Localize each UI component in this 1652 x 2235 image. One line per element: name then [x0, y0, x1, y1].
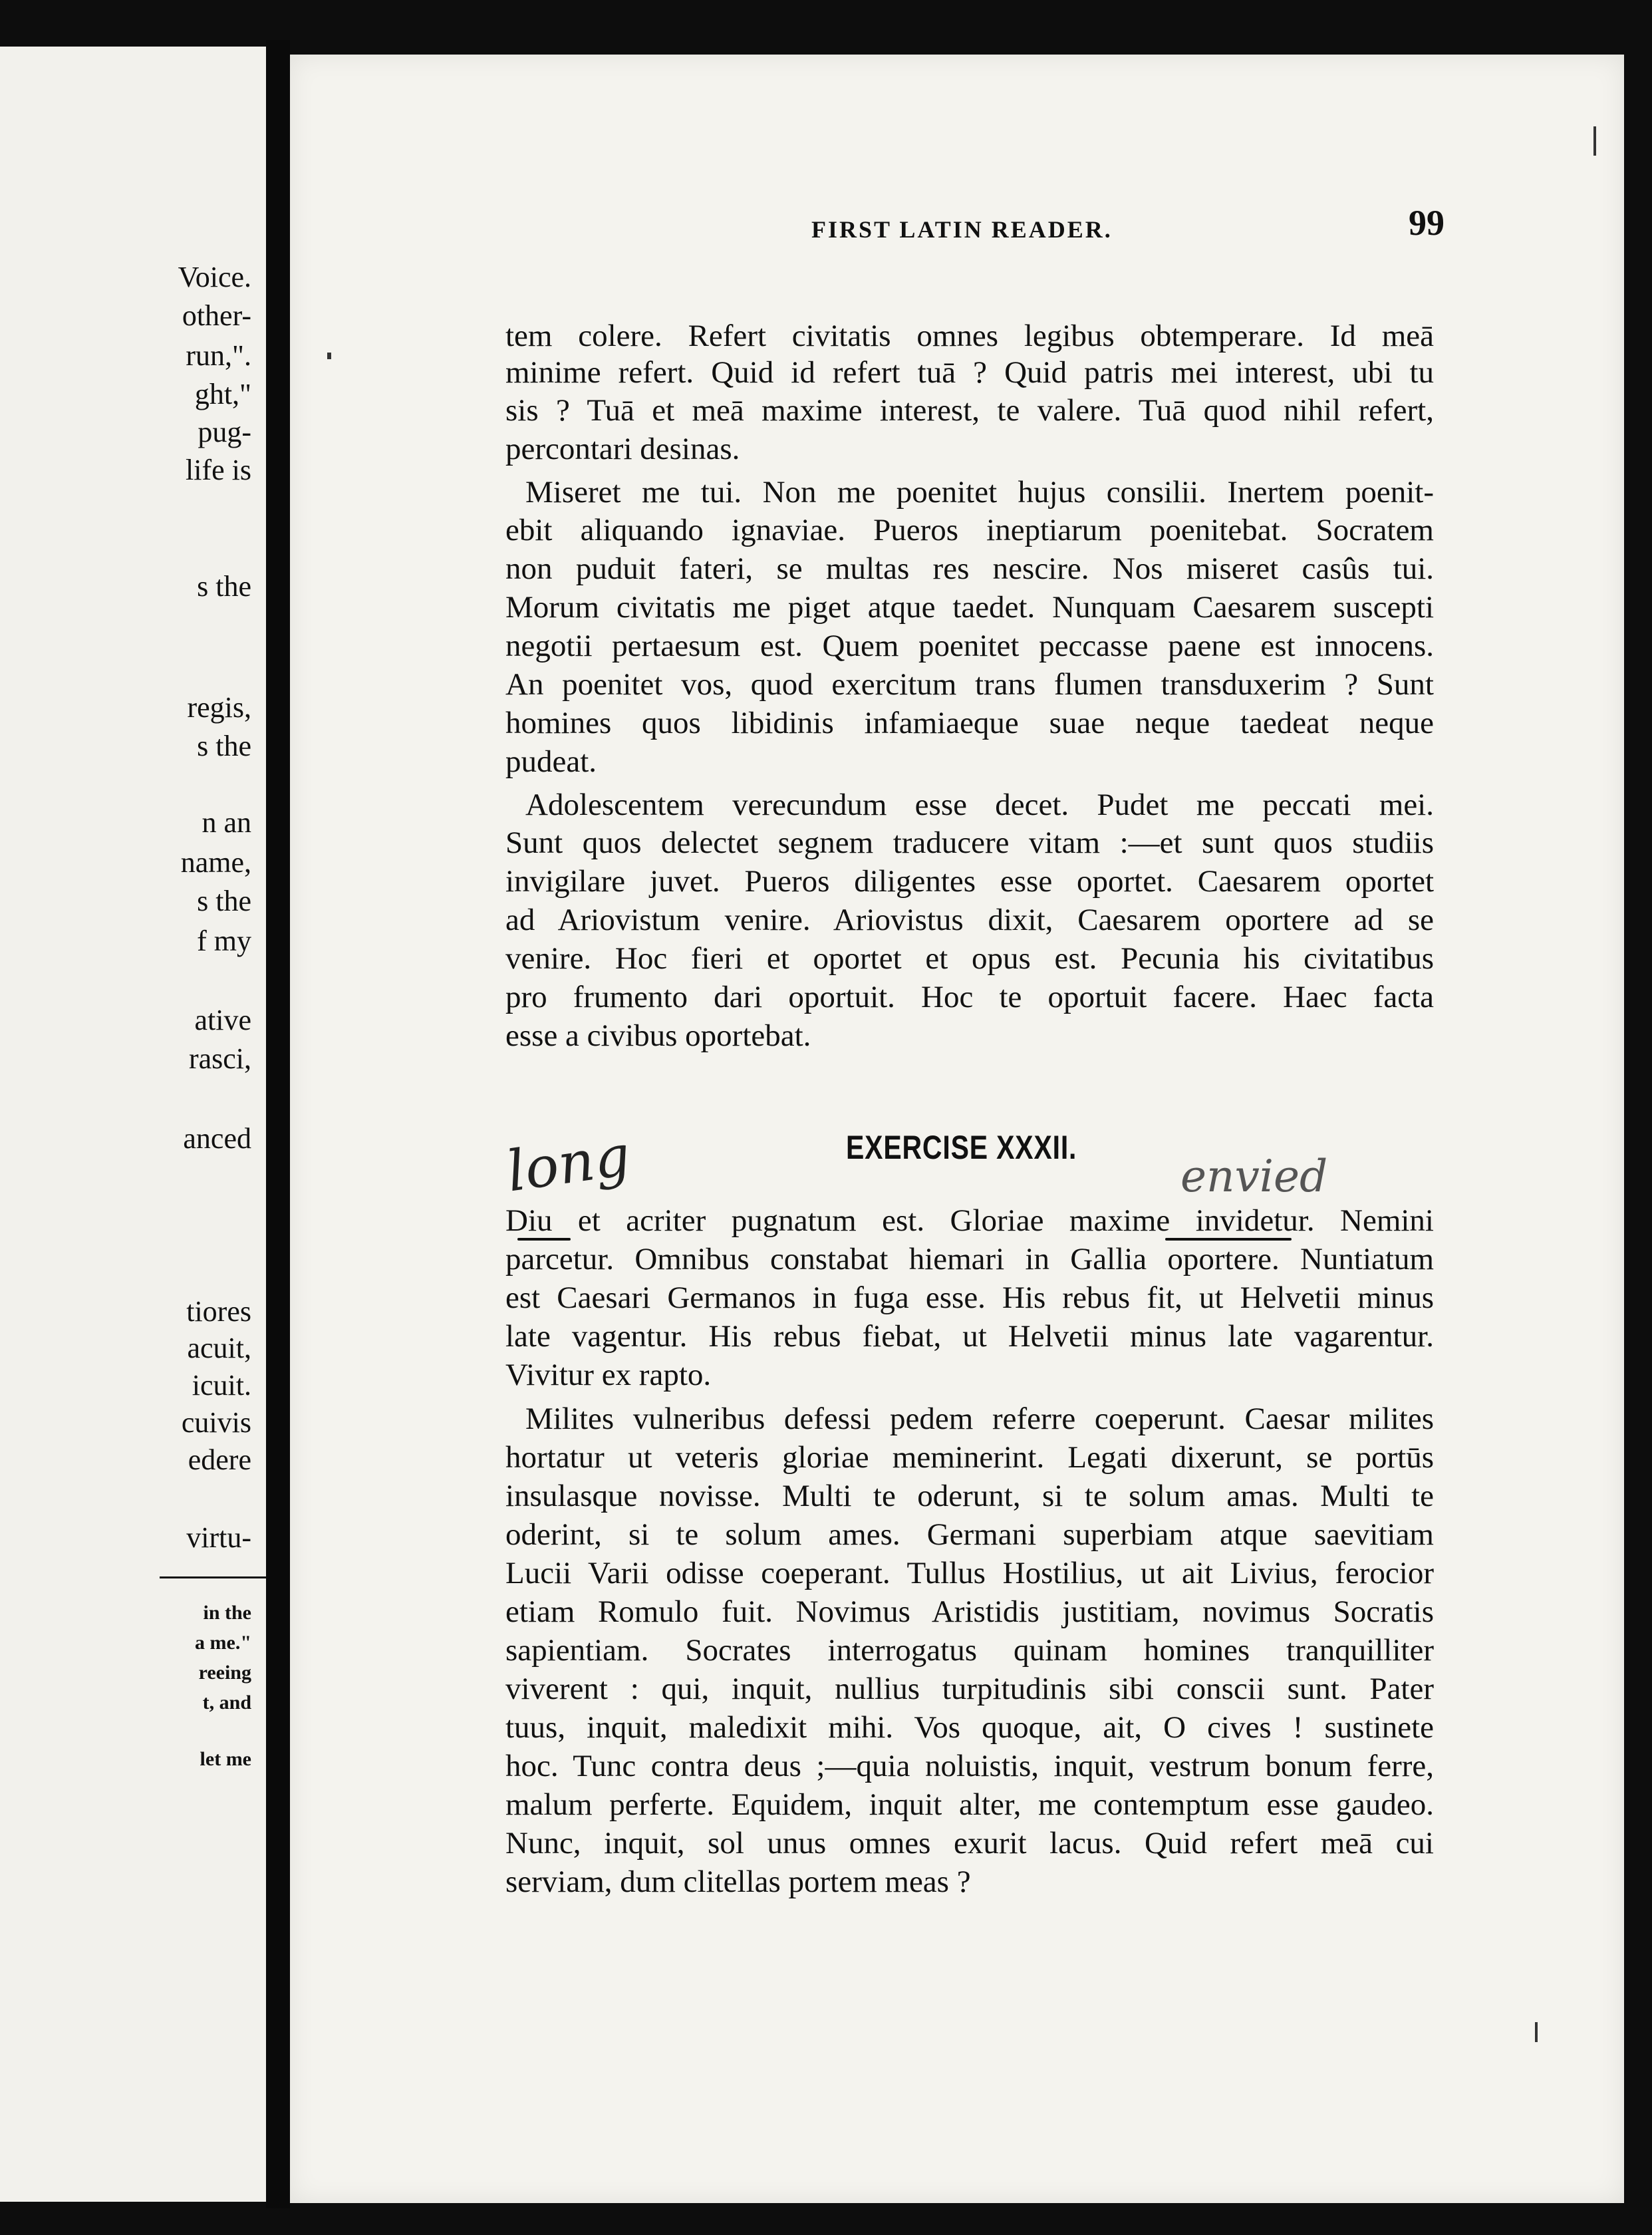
exercise-line: est Caesari Germanos in fuga esse. His rebus fit, ut Helvetii minus [505, 1280, 1434, 1315]
underline-invidetur [1165, 1238, 1292, 1241]
left-page-line: f my [197, 925, 251, 957]
paragraph-line: pudeat. [505, 744, 597, 779]
paragraph-line: minime refert. Quid id refert tuā ? Quid patris mei interest, ubi tu [505, 355, 1434, 390]
paragraph-line: esse a civibus oportebat. [505, 1018, 811, 1053]
paragraph-line: ad Ariovistum venire. Ariovistus dixit, Caesarem oportere ad se [505, 903, 1434, 937]
exercise-line: hoc. Tunc contra deus ;—quia noluistis, inquit, vestrum bonum ferre, [505, 1749, 1434, 1783]
left-page-line: name, [180, 846, 251, 879]
paragraph-line: invigilare juvet. Pueros diligentes esse oportet. Caesarem oportet [505, 864, 1434, 899]
underline-diu [517, 1238, 571, 1241]
left-page-line: other- [182, 299, 251, 332]
exercise-line: sapientiam. Socrates interrogatus quinam homines tranquilliter [505, 1633, 1434, 1668]
paragraph-line: pro frumento dari oportuit. Hoc te oportuit facere. Haec facta [505, 980, 1434, 1014]
footnote-rule [160, 1576, 266, 1578]
exercise-line: parcetur. Omnibus constabat hiemari in Gallia oportere. Nuntiatum [505, 1242, 1434, 1276]
left-page-footnote-line: in the [203, 1602, 251, 1624]
margin-mark-bottom [1535, 2022, 1538, 2042]
left-page-line: s the [197, 570, 251, 603]
left-page-line: pug- [198, 416, 251, 448]
left-page-line: anced [183, 1122, 251, 1155]
margin-mark-top [327, 353, 331, 359]
paragraph-line: Sunt quos delectet segnem traducere vitam :—et sunt quos studiis [505, 825, 1434, 860]
exercise-line: Vivitur ex rapto. [505, 1358, 712, 1392]
left-page-line: virtu- [186, 1521, 251, 1554]
exercise-heading: EXERCISE XXXII. [846, 1129, 1077, 1166]
left-page-footnote-line: let me [200, 1748, 251, 1770]
exercise-line: Diu et acriter pugnatum est. Gloriae maxime invidetur. Nemini [505, 1203, 1434, 1238]
running-title: FIRST LATIN READER. [811, 216, 1113, 243]
paragraph-line: An poenitet vos, quod exercitum trans flumen transduxerim ? Sunt [505, 667, 1434, 702]
exercise-line: Lucii Varii odisse coeperant. Tullus Hostilius, ut ait Livius, ferocior [505, 1556, 1434, 1590]
paragraph-line: non puduit fateri, se multas res nescire. Nos miseret casûs tui. [505, 551, 1434, 586]
left-page-line: acuit, [187, 1332, 251, 1364]
margin-mark-right [1593, 126, 1596, 156]
left-page-footnote-line: reeing [198, 1662, 251, 1684]
exercise-line: oderint, si te solum ames. Germani superbiam atque saevitiam [505, 1517, 1434, 1552]
left-page-line: icuit. [192, 1369, 251, 1402]
paragraph-line: homines quos libidinis infamiaeque suae neque taedeat neque [505, 706, 1434, 740]
book-gutter [266, 40, 290, 2208]
exercise-line: Milites vulneribus defessi pedem referre coeperunt. Caesar milites [525, 1402, 1434, 1436]
left-page-footnote-line: a me." [195, 1632, 251, 1654]
left-page-line: ght," [194, 378, 251, 410]
handwritten-note-long: long [503, 1122, 634, 1205]
left-page-line: life is [186, 454, 251, 486]
paragraph-line: tem colere. Refert civitatis omnes legibus obtemperare. Id meā [505, 319, 1434, 353]
paragraph-line: Adolescentem verecundum esse decet. Pudet me peccati mei. [525, 788, 1434, 822]
exercise-line: tuus, inquit, maledixit mihi. Vos quoque, ait, O cives ! sustinete [505, 1710, 1434, 1745]
paragraph-line: Morum civitatis me piget atque taedet. Nunquam Caesarem suscepti [505, 590, 1434, 625]
exercise-line: etiam Romulo fuit. Novimus Aristidis justitiam, novimus Socratis [505, 1594, 1434, 1629]
left-page-line: rasci, [188, 1042, 251, 1075]
left-page-line: run,". [186, 339, 251, 372]
left-page-line: Voice. [178, 261, 251, 293]
paragraph-line: sis ? Tuā et meā maxime interest, te valere. Tuā quod nihil refert, [505, 393, 1434, 428]
paragraph-line: venire. Hoc fieri et oportet et opus est. Pecunia his civitatibus [505, 941, 1434, 976]
paragraph-line: Miseret me tui. Non me poenitet hujus consilii. Inertem poenit- [525, 475, 1434, 510]
page-number: 99 [1409, 203, 1445, 243]
left-page-line: regis, [187, 691, 251, 724]
left-page-line: edere [188, 1443, 251, 1476]
left-page-fragment [0, 47, 269, 2202]
exercise-line: hortatur ut veteris gloriae meminerint. Legati dixerunt, se portūs [505, 1440, 1434, 1475]
paragraph-line: negotii pertaesum est. Quem poenitet peccasse paene est innocens. [505, 629, 1434, 663]
left-page-line: tiores [186, 1295, 251, 1328]
exercise-line: malum perferte. Equidem, inquit alter, me contemptum esse gaudeo. [505, 1787, 1434, 1822]
exercise-line: insulasque novisse. Multi te oderunt, si te solum amas. Multi te [505, 1479, 1434, 1513]
exercise-line: Nunc, inquit, sol unus omnes exurit lacus. Quid refert meā cui [505, 1826, 1434, 1861]
exercise-line: viverent : qui, inquit, nullius turpitudinis sibi conscii sunt. Pater [505, 1672, 1434, 1706]
running-header [226, 203, 1445, 258]
left-page-line: s the [197, 730, 251, 762]
left-page-line: n an [202, 806, 251, 839]
paragraph-line: percontari desinas. [505, 432, 740, 466]
exercise-line: serviam, dum clitellas portem meas ? [505, 1864, 971, 1899]
left-page-line: cuivis [181, 1406, 251, 1439]
paragraph-line: ebit aliquando ignaviae. Pueros ineptiarum poenitebat. Socratem [505, 513, 1434, 547]
exercise-line: late vagentur. His rebus fiebat, ut Helvetii minus late vagarentur. [505, 1319, 1434, 1354]
left-page-line: ative [194, 1004, 251, 1036]
left-page-line: s the [197, 885, 251, 917]
left-page-footnote-line: t, and [202, 1692, 251, 1714]
handwritten-note-envied: envied [1180, 1151, 1328, 1202]
